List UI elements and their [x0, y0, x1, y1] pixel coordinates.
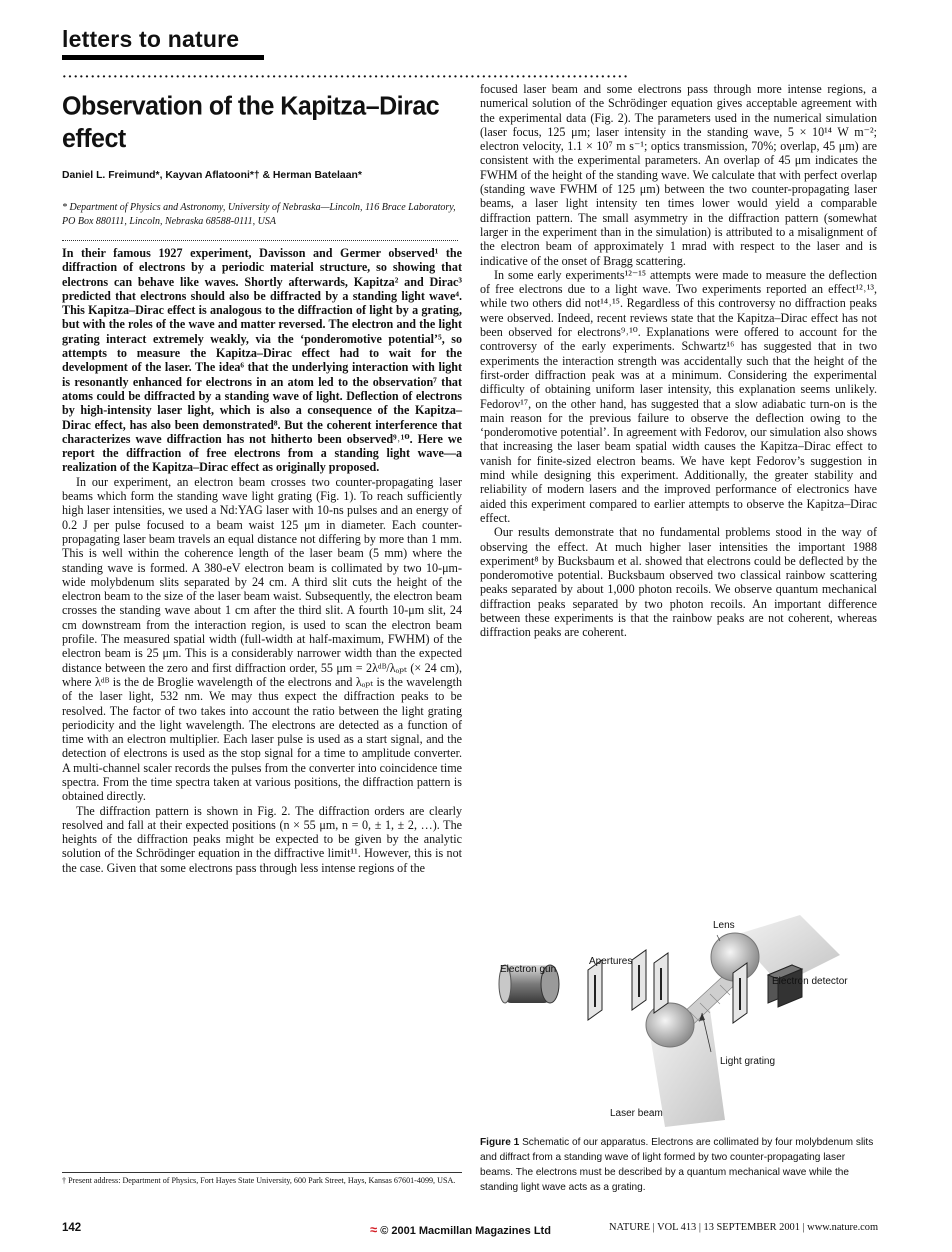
- left-column: [62, 246, 462, 875]
- apertures-label: Apertures: [589, 956, 633, 967]
- lens-lower: [646, 1003, 694, 1047]
- paragraph: In some early experiments¹²⁻¹⁵ attempts were made to measure the deflection of free electrons due to a light wave. Two experiments reported an effect¹²˒¹³, while two others did not¹⁴˒¹⁵. Regardless of this controversy no diffraction peaks were observed. Indeed, recent reviews state that the Kapitza–Dirac effect has not been observed for electrons⁹˒¹⁰. Explanations were offered to account for the controversy of the early experiments. Schwartz¹⁶ has suggested that in two experiments the interaction strength was accidentally such that the height of the first-order diffraction peak was at a minimum. Considering the experimental difficulty of obtaining uniform laser intensity, this explanation seems unlikely. Fedorov¹⁷, on the other hand, has suggested that a slow adiabatic turn-on is the main reason for the previous failure to observe the deflection owing to the ‘ponderomotive potential’. In agreement with Fedorov, our simulation also shows that increasing the laser beam spatial width causes the Kapitza–Dirac effect to vanish for finite-sized electron beams. We have kept Fedorov’s suggestion in mind while designing this experiment. Additionally, the greater stability and reliability of modern lasers and the improved performance of electronics have aided this experiment compared to earlier attempts to observe the Kapitza–Dirac effect.: [480, 267, 877, 525]
- lens-label: Lens: [713, 920, 735, 931]
- figure-caption: [480, 1135, 877, 1195]
- abstract: In their famous 1927 experiment, Davisson and Germer observed¹ the diffraction of electrons by a periodic material structure, so showing that electrons can behave like waves. Shortly afterwards, Kapitza² and Dirac³ predicted that electrons should also be diffracted by a standing light wave⁴. This Kapitza–Dirac effect is analogous to the diffraction of light by a grating, but with the roles of the wave and matter reversed. The electron and the light grating interact extremely weakly, via the ‘ponderomotive potential’⁵, so attempts to measure the Kapitza–Dirac effect had to wait for the development of the laser. The idea⁶ that the underlying interaction with light is resonantly enhanced for electrons in an atom led to the observation⁷ that atoms could be diffracted by a standing wave of light. Deflection of electrons by high-intensity laser light, which is also a consequence of the Kapitza–Dirac effect, has also been demonstrated⁸. But the coherent interference that characterizes wave diffraction has not hitherto been observed⁹˒¹⁰. Here we report the diffraction of free electrons from a standing light wave—a realization of the Kapitza–Dirac effect as originally proposed.: [62, 246, 462, 475]
- right-column: [480, 82, 877, 640]
- caption-text: Schematic of our apparatus. Electrons are collimated by four molybdenum slits and diffract from a standing wave of light formed by two counter-propagating laser beams. The electrons must be described by a quantum mechanical wave while the standing light wave acts as a grating.: [480, 1137, 874, 1193]
- section-header: letters to nature: [62, 26, 240, 52]
- apparatus-diagram: [480, 915, 877, 1127]
- laser-beam-label: Laser beam: [610, 1108, 663, 1119]
- paragraph: In our experiment, an electron beam crosses two counter-propagating laser beams which form the standing wave light grating (Fig. 1). To reach sufficiently high laser intensities, we used a Nd:YAG laser with 10-ns pulses and an energy of 0.2 J per pulse focused to a beam waist 125 μm in diameter. Each counter-propagating laser beam travels an equal distance not differing by more than 1 mm. This is well within the coherence length of the laser beam (5 mm) where the standing wave is formed. A 380-eV electron beam is collimated by two 10-μm-wide molybdenum slits separated by 24 cm. A third slit cuts the height of the electron beam to the size of the laser beam waist. Subsequently, the electron beam crosses the standing wave about 1 cm after the third slit. A fourth 10-μm slit, 24 cm downstream from the interaction region, is used to scan the electron beam profile. The measured spatial width (full-width at half-maximum, FWHM) of the electron beam is 25 μm. This is a considerably narrower width than the expected distance between the zero and first diffraction order, 55 μm = 2λᵈᴮ/λₒₚₜ (× 24 cm), where λᵈᴮ is the de Broglie wavelength of the electrons and λₒₚₜ is the wavelength of the laser light, 532 nm. We may thus expect the diffraction peaks to be resolved. The factor of two takes into account the ratio between the light grating periodicity and the light wavelength. The electrons are detected as a function of time with an electron multiplier. Each laser pulse is used as a start signal, and the detection of electrons is used as the stop signal for a time to amplitude converter. A multi-channel scaler records the pulses from the converter into coincidence time spectra. From the time spectra taken at various positions, the diffraction pattern is obtained directly.: [62, 474, 462, 804]
- affiliation-rule: [62, 240, 458, 241]
- page-number: 142: [62, 1222, 82, 1234]
- affiliation: * Department of Physics and Astronomy, University of Nebraska—Lincoln, 116 Brace Laboratory, PO Box 880111, Lincoln, Nebraska 68588-0111, USA: [62, 202, 456, 227]
- paragraph: Our results demonstrate that no fundamental problems stood in the way of observing the effect. At much higher laser intensities the important 1988 experiment⁸ by Bucksbaum et al. showed that electrons could be deflected by the ponderomotive potential. Bucksbaum observed two classical rainbow scattering peaks separated by about 1,000 photon recoils. We observe quantum mechanical diffraction peaks separated by two photon recoils. An important difference between these experiments is that the rainbow peaks are not coherent, whereas diffraction peaks are coherent.: [480, 525, 877, 640]
- dotted-divider: ····································································································: [62, 70, 629, 85]
- electron-gun-label: Electron gun: [500, 964, 557, 975]
- journal-info: NATURE | VOL 413 | 13 SEPTEMBER 2001 | www.nature.com: [609, 1222, 879, 1233]
- section-rule: [62, 55, 264, 60]
- paragraph: focused laser beam and some electrons pass through more intense regions, a numerical solution of the Schrödinger equation gives acceptable agreement with the experimental data (Fig. 2). The parameters used in the numerical simulation (laser focus, 125 μm; laser intensity in the standing wave, 5 × 10¹⁴ W m⁻²; electron velocity, 1.1 × 10⁷ m s⁻¹; optics transmission, 70%; overlap, 45 μm) are consistent with the experimental parameters. An overlap of 45 μm indicates the FWHM of the height of the standing wave. We calculate that with perfect overlap (standing wave FWHM of 125 μm) between the two counter-propagating laser beams, a laser light intensity ten times lower would yield a comparable diffraction pattern. The small asymmetry in the diffraction pattern (somewhat larger in the experiment than in the simulation) is attributed to a misalignment of the electron beam of approximately 1 mrad with respect to the laser and is indicative of the onset of Bragg scattering.: [480, 82, 877, 268]
- footnote: † Present address: Department of Physics, Fort Hayes State University, 600 Park Street, Hays, Kansas 67601-4099, USA.: [62, 1176, 456, 1185]
- electron-detector-label: Electron detector: [772, 976, 848, 987]
- light-grating-label: Light grating: [720, 1056, 776, 1067]
- article-title: Observation of the Kapitza–Dirac effect: [62, 91, 440, 154]
- publisher-line: [370, 1222, 551, 1237]
- caption-label: Figure 1: [480, 1137, 520, 1148]
- footnote-rule: [62, 1172, 462, 1173]
- paragraph: The diffraction pattern is shown in Fig. 2. The diffraction orders are clearly resolved and fall at their expected positions (n × 55 μm, n = 0, ± 1, ± 2, …). The heights of the diffraction peaks might be expected to be given by the analytic solution of the Schrödinger equation in the diffractive limit¹¹. However, this is not the case. Given that some electrons pass through less intense regions of the: [62, 803, 462, 875]
- macmillan-logo-icon: ≈: [370, 1222, 378, 1237]
- figure-1-schematic: [480, 915, 877, 1127]
- author-list: Daniel L. Freimund*, Kayvan Aflatooni*† & Herman Batelaan*: [62, 170, 362, 181]
- publisher-text: © 2001 Macmillan Magazines Ltd: [380, 1225, 551, 1237]
